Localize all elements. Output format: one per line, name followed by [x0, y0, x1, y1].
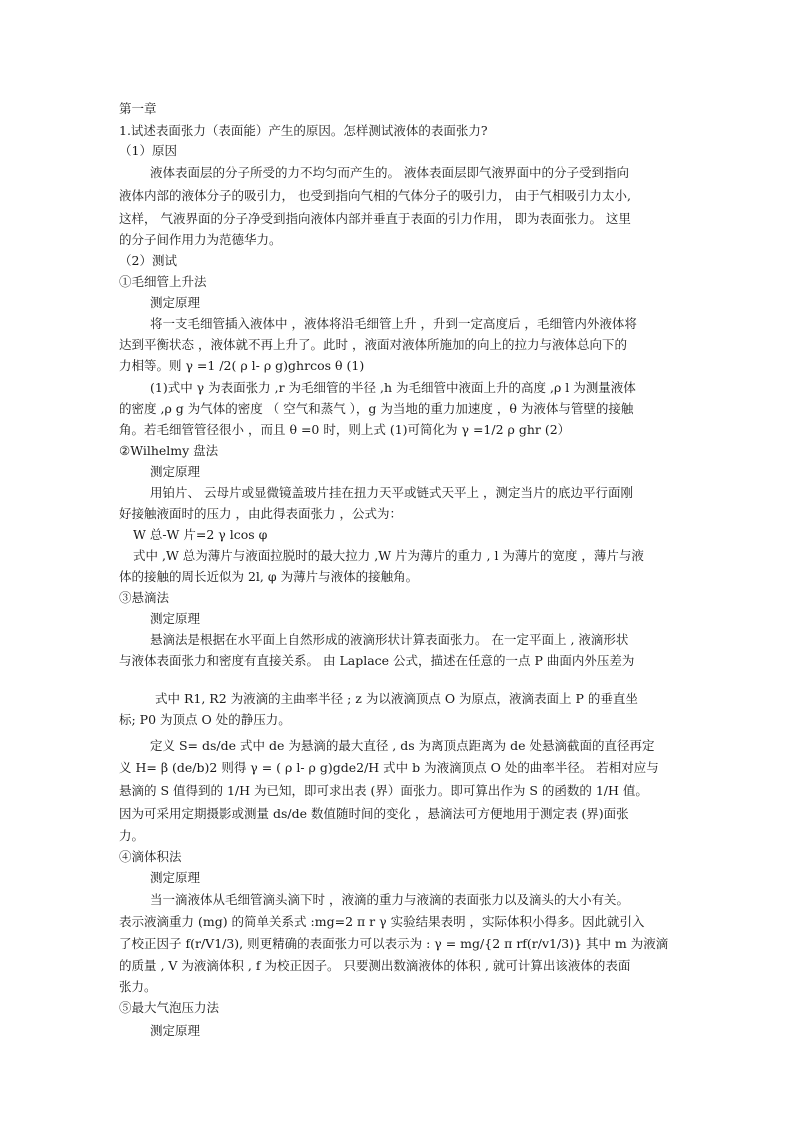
section-heading-test: （2）测试	[119, 253, 177, 268]
paragraph-line: 体的接触的周长近似为 2l, φ 为薄片与液体的接触角。	[119, 569, 419, 584]
paragraph-line: 的质量 , V 为液滴体积 , f 为校正因子。 只要测出数滴液体的体积 , 就可计算出该液体的表面	[119, 958, 631, 973]
section-heading-cause: （1）原因	[119, 143, 177, 158]
paragraph-line: 的密度 ,ρ g 为气体的密度 （ 空气和蒸气 ），g 为当地的重力加速度 ，θ 为液体与管壁的接触	[119, 401, 634, 416]
method-heading: ②Wilhelmy 盘法	[119, 443, 219, 458]
method-heading: ④滴体积法	[119, 849, 182, 864]
formula-line: 力相等。则 γ =1 /2( ρ l- ρ g)ghrcos θ (1)	[119, 358, 365, 373]
paragraph-line: 达到平衡状态 ，液体就不再上升了。此时 ，液面对液体所施加的向上的拉力与液体总向下的	[119, 337, 627, 352]
paragraph-line: 的分子间作用力为范德华力。	[119, 232, 282, 247]
formula-line: W 总-W 片=2 γ lcos φ	[133, 527, 268, 542]
paragraph-line: 标; P0 为顶点 O 处的静压力。	[119, 712, 291, 727]
paragraph-line: 将一支毛细管插入液体中 ，液体将沿毛细管上升 ，升到一定高度后 ，毛细管内外液体将	[150, 316, 637, 331]
method-heading: ③悬滴法	[119, 590, 170, 605]
paragraph-line: 因为可采用定期摄影或测量 ds/de 数值随时间的变化 ，悬滴法可方便地用于测定表 (界)面张	[119, 806, 629, 821]
paragraph-line: (1)式中 γ 为表面张力 ,r 为毛细管的半径 ,h 为毛细管中液面上升的高度 ,ρ l 为测量液体	[150, 380, 636, 395]
paragraph-line: 角。若毛细管管径很小 ，而且 θ =0 时，则上式 (1)可简化为 γ =1/2 ρ ghr (2）	[119, 422, 571, 437]
subheading-principle: 测定原理	[150, 295, 201, 310]
paragraph-line: 式中 R1, R2 为液滴的主曲率半径 ; z 为以液滴顶点 O 为原点，液滴表面上 P 的垂直坐	[155, 691, 638, 706]
paragraph-line: 表示液滴重力 (mg) 的简单关系式 :mg=2 π r γ 实验结果表明 ，实际体积小得多。因此就引入	[119, 914, 645, 929]
method-heading: ①毛细管上升法	[119, 274, 207, 289]
subheading-principle: 测定原理	[150, 464, 201, 479]
paragraph-line: 了校正因子 f(r/V1/3), 则更精确的表面张力可以表示为 : γ = mg/{2 π rf(r/v1/3)} 其中 m 为液滴	[119, 936, 669, 951]
subheading-principle: 测定原理	[150, 870, 201, 885]
subheading-principle: 测定原理	[150, 611, 201, 626]
paragraph-line: 张力。	[119, 979, 157, 994]
paragraph-line: 液体表面层的分子所受的力不均匀而产生的。 液体表面层即气液界面中的分子受到指向	[150, 165, 629, 180]
paragraph-line: 用铂片、 云母片或显微镜盖玻片挂在扭力天平或链式天平上 ，测定当片的底边平行面刚	[150, 485, 633, 500]
chapter-heading: 第一章	[119, 101, 157, 116]
subheading-principle: 测定原理	[150, 1023, 201, 1038]
paragraph-line: 当一滴液体从毛细管滴头滴下时 ，液滴的重力与液滴的表面张力以及滴头的大小有关。	[150, 892, 629, 907]
paragraph-line: 式中 ,W 总为薄片与液面拉脱时的最大拉力 ,W 片为薄片的重力 , l 为薄片的宽度 ，薄片与液	[133, 548, 644, 563]
question-title: 1.试述表面张力（表面能）产生的原因。怎样测试液体的表面张力?	[119, 123, 488, 138]
paragraph-line: 液体内部的液体分子的吸引力， 也受到指向气相的气体分子的吸引力， 由于气相吸引力太小,	[119, 188, 631, 203]
paragraph-line: 与液体表面张力和密度有直接关系。 由 Laplace 公式，描述在任意的一点 P 曲面内外压差为	[119, 653, 635, 668]
paragraph-line: 这样， 气液界面的分子净受到指向液体内部并垂直于表面的引力作用， 即为表面张力。 这里	[119, 211, 631, 226]
method-heading: ⑤最大气泡压力法	[119, 1000, 220, 1015]
paragraph-line: 悬滴法是根据在水平面上自然形成的液滴形状计算表面张力。 在一定平面上 , 液滴形状	[150, 632, 629, 647]
paragraph-line: 定义 S= ds/de 式中 de 为悬滴的最大直径 , ds 为离顶点距离为 de 处悬滴截面的直径再定	[150, 738, 655, 753]
paragraph-line: 悬滴的 S 值得到的 1/H 为已知，即可求出表 (界）面张力。即可算出作为 S 的函数的 1/H 值。	[119, 783, 648, 798]
paragraph-line: 义 H= β (de/b)2 则得 γ = ( ρ l- ρ g)gde2/H 式中 b 为液滴顶点 O 处的曲率半径。 若相对应与	[119, 760, 659, 775]
paragraph-line: 力。	[119, 828, 145, 843]
paragraph-line: 好接触液面时的压力 ，由此得表面张力 ，公式为：	[119, 506, 402, 521]
